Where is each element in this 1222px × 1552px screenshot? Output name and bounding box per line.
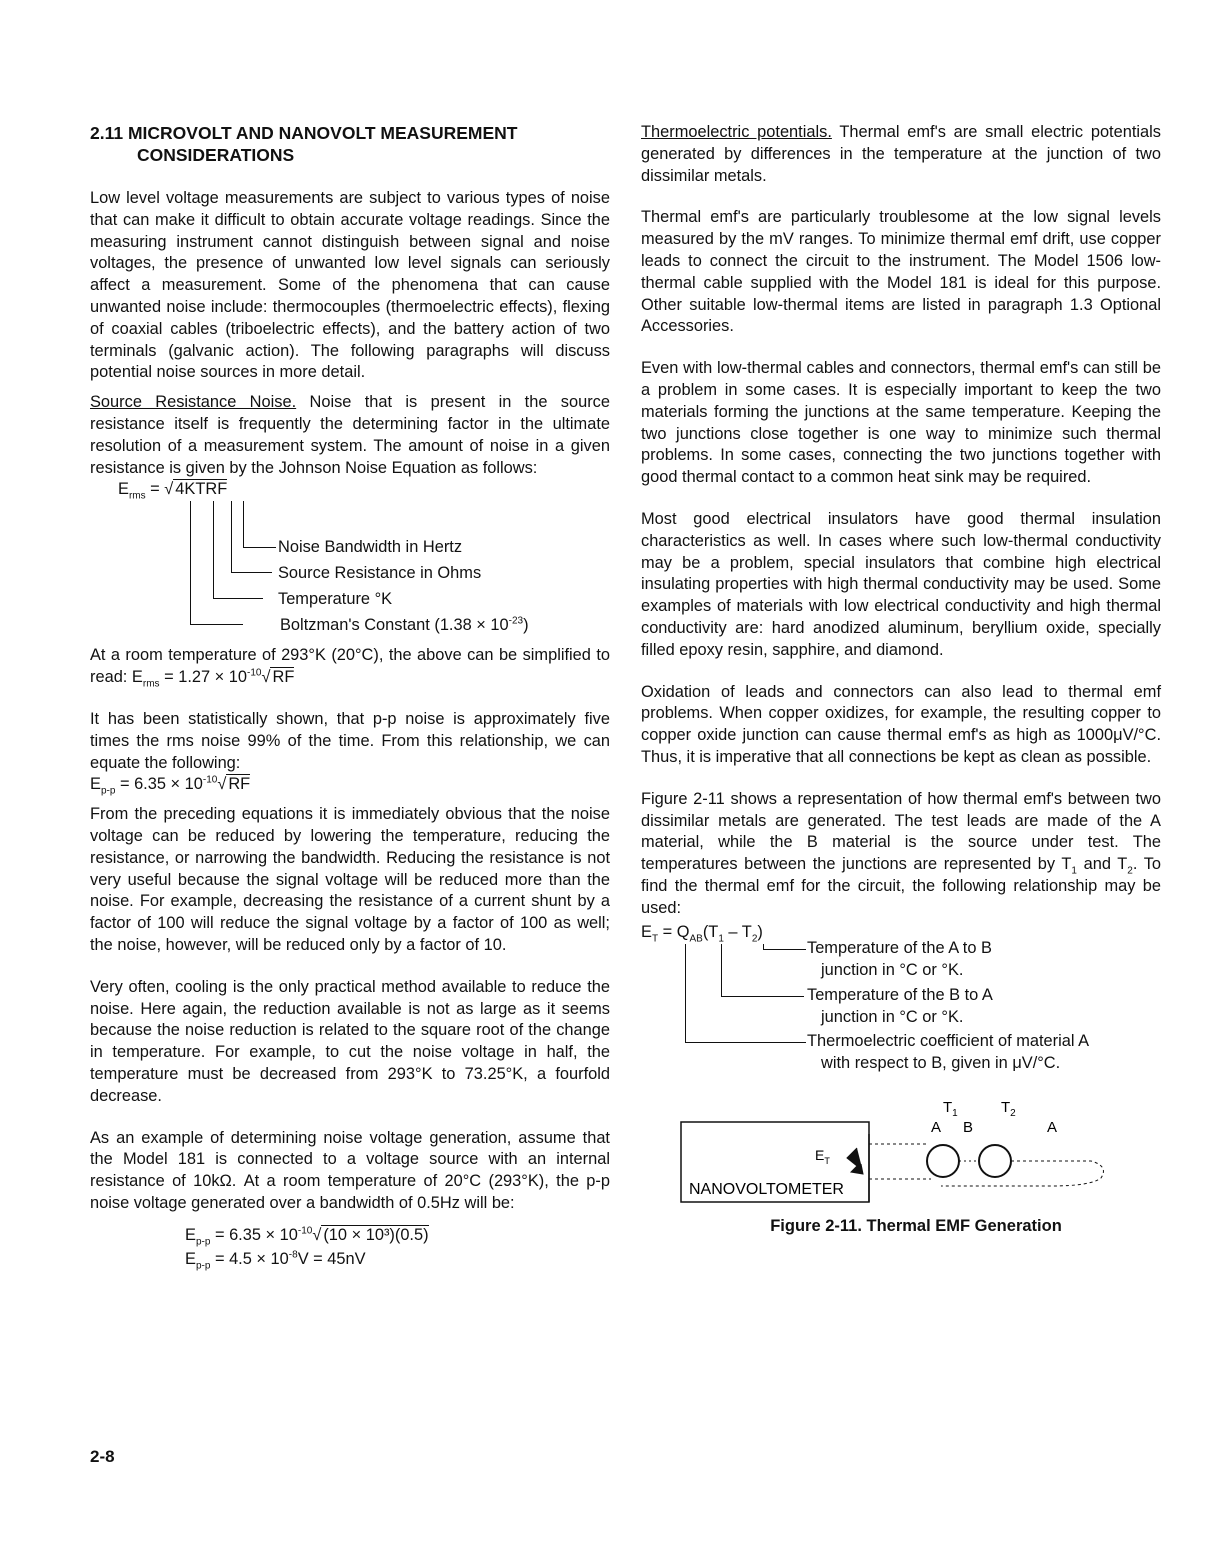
pp-equation: $E_{p-p} = 6.35 \times 10^{-10}√$ RF	[90, 774, 251, 797]
label-t1: $T_1$	[943, 1098, 958, 1119]
sqrt-sign: √	[164, 480, 174, 499]
thermal-emf-figure	[641, 1082, 1161, 1212]
thermoelectric-title: Thermoelectric potentials.	[641, 123, 832, 141]
thermal-emf-diagram	[671, 1082, 1171, 1212]
insulators-paragraph: Most good electrical insulators have good thermal insulation characteristics as well. In cases where such low-thermal conductivity may be a problem, special insulators that combine high electrical insulating properties with high thermal conductivity may be used. Some examples of materials with low electrical conductivity and high thermal conductivity are: hard anodized aluminum, beryllium oxide, specially filled epoxy resin, sapphire, and diamond.	[641, 509, 1161, 659]
low-thermal-paragraph: Even with low-thermal cables and connectors, thermal emf's can still be a problem in some cases. It is especially important to keep the two materials forming the junctions at the same temperature. Keeping the two junctions close together is one way to minimize such thermal problems. In some cases, connecting the two junctions together with good thermal contact to a common heat sink may be required.	[641, 359, 1161, 487]
oxidation-paragraph: Oxidation of leads and connectors can also lead to thermal emf problems. When copper oxidizes, for example, the resulting copper to copper oxide junction can cause thermal emf's as high as 1000μV/°C. Thus, it is imperative that all connections be kept as clean as possible.	[641, 682, 1161, 766]
thermal-equation-line: $E_T = Q_{AB}(T_1 - T_2)$	[641, 922, 763, 944]
johnson-equation-line: $E_{rms}$ = √ 4KTRF	[118, 480, 228, 502]
page-number: 2-8	[90, 1447, 115, 1466]
right-column	[641, 122, 1161, 1237]
room-temperature-paragraph: At a room temperature of 293°K (20°C), the above can be simplified to read: $E_{rms} = 1.27 \times 10^{-10}√$ RF	[90, 646, 610, 690]
label-b-mid: B	[963, 1118, 974, 1136]
left-column	[90, 122, 610, 1271]
room-equation: $E_{rms} = 1.27 \times 10^{-10}√$ RF	[131, 667, 295, 690]
et-label: $E_T$	[815, 1146, 830, 1166]
nanovoltmeter-label: NANOVOLTOMETER	[689, 1180, 844, 1198]
leader-t1	[721, 944, 804, 997]
figure-reference-paragraph: Figure 2-11 shows a representation of how thermal emf's between two dissimilar metals are generated. The test leads are made of the A material, while the B material is the source under test. The temperatures between the junctions are represented by $T_1$ and $T_2$. To find the thermal emf for the circuit, the following relationship may be used:	[641, 789, 1161, 917]
troublesome-paragraph: Thermal emf's are particularly troublesome at the low signal levels measured by the mV ranges. To minimize thermal emf drift, use copper leads to connect the circuit to the instrument. The Model 1506 low-thermal cable supplied with the Model 181 is ideal for this purpose. Other suitable low-thermal items are listed in paragraph 1.3 Optional Accessories.	[641, 208, 1161, 336]
johnson-noise-equation	[90, 480, 610, 635]
source-resistance-body: Noise that is present in the source resistance itself is frequently the determining factor in the ultimate resolution of a measurement system. The amount of noise in a given resistance is given by the Johnson Noise Equation as follows:	[90, 393, 610, 477]
heading-line-1: 2.11 MICROVOLT AND NANOVOLT MEASUREMENT	[90, 123, 518, 143]
intro-paragraph: Low level voltage measurements are subject to various types of noise that can make it difficult to obtain accurate voltage readings. Since the measuring instrument cannot distinguish between signal and noise voltages, the presence of unwanted low level signals can seriously affect a measurement. Some of the phenomena that can cause unwanted noise include: thermocouples (thermoelectric effects), flexing of coaxial cables (triboelectric effects), and the battery action of two terminals (galvanic action). The following paragraphs will discuss potential noise sources in more detail.	[90, 189, 610, 382]
label-t2: $T_2$	[1001, 1098, 1016, 1119]
example-equation-2: $E_{p-p} = 4.5 \times 10^{-8}V = 45nV$	[185, 1249, 366, 1271]
label-t2-line2: junction in °C or °K.	[821, 960, 964, 979]
label-q-line1: Thermoelectric coefficient of material A	[807, 1031, 1090, 1050]
label-t2-line1: Temperature of the A to B	[807, 938, 992, 957]
label-temperature: Temperature °K	[278, 590, 393, 609]
source-resistance-title: Source Resistance Noise.	[90, 393, 297, 412]
thermal-emf-equation	[641, 922, 1161, 1072]
label-t1-line2: junction in °C or °K.	[821, 1007, 964, 1026]
leader-f	[243, 501, 276, 548]
thermoelectric-paragraph: Thermoelectric potentials. Thermal emf's are small electric potentials generated by differences in the temperature at the junction of two dissimilar metals.	[641, 123, 1161, 185]
source-resistance-paragraph	[90, 392, 610, 479]
label-t1-line1: Temperature of the B to A	[807, 985, 993, 1004]
section-heading	[90, 122, 610, 166]
leader-t2	[763, 944, 806, 950]
preceding-paragraph: From the preceding equations it is immediately obvious that the noise voltage can be reduced by lowering the temperature, reducing the resistance, or narrowing the bandwidth. Reducing the resistance is not very useful because the signal voltage will be reduced more than the noise. For example, decreasing the resistance of a current shunt by a factor of 100 will reduce the signal voltage by a factor of 100 as well; the noise, however, will be reduced only by a factor of 10.	[90, 805, 610, 954]
label-a-left: A	[931, 1118, 942, 1136]
label-a-right: A	[1047, 1118, 1058, 1136]
pp-noise-paragraph: It has been statistically shown, that p-p noise is approximately five times the rms noise 99% of the time. From this relationship, we can equate the following: $E_{p-p} = 6.35 \times 10^{-10}√$ RF	[90, 709, 610, 797]
cooling-paragraph: Very often, cooling is the only practical method available to reduce the noise. Here again, the reduction available is not as large as it seems because the noise reduction is related to the square root of the change in temperature. For example, to cut the noise voltage in half, the temperature must be decreased from 293°K to 73.25°K, a fourfold decrease.	[90, 977, 610, 1105]
et-arrow-icon	[847, 1148, 863, 1174]
label-boltzmann: Boltzman's Constant $(1.38 \times 10^{-23})$	[280, 615, 529, 635]
label-resistance: Source Resistance in Ohms	[278, 564, 482, 583]
label-q-line2: with respect to B, given in μV/°C.	[821, 1053, 1061, 1072]
lead-wire-a	[941, 1161, 1103, 1186]
junction-t2	[979, 1145, 1011, 1177]
figure-caption: Figure 2-11. Thermal EMF Generation	[770, 1216, 1062, 1235]
junction-t1	[927, 1145, 959, 1177]
label-bandwidth: Noise Bandwidth in Hertz	[278, 538, 463, 557]
heading-line-2: CONSIDERATIONS	[137, 145, 295, 165]
example-equation-1: $E_{p-p} = 6.35 \times 10^{-10}√$ (10 × 10³)(0.5)	[185, 1225, 429, 1247]
example-paragraph: As an example of determining noise voltage generation, assume that the Model 181 is connected to a voltage source with an internal resistance of 10kΩ. At a room temperature of 20°C (293°K), the p-p noise voltage generated over a bandwidth of 0.5Hz will be:	[90, 1128, 610, 1212]
